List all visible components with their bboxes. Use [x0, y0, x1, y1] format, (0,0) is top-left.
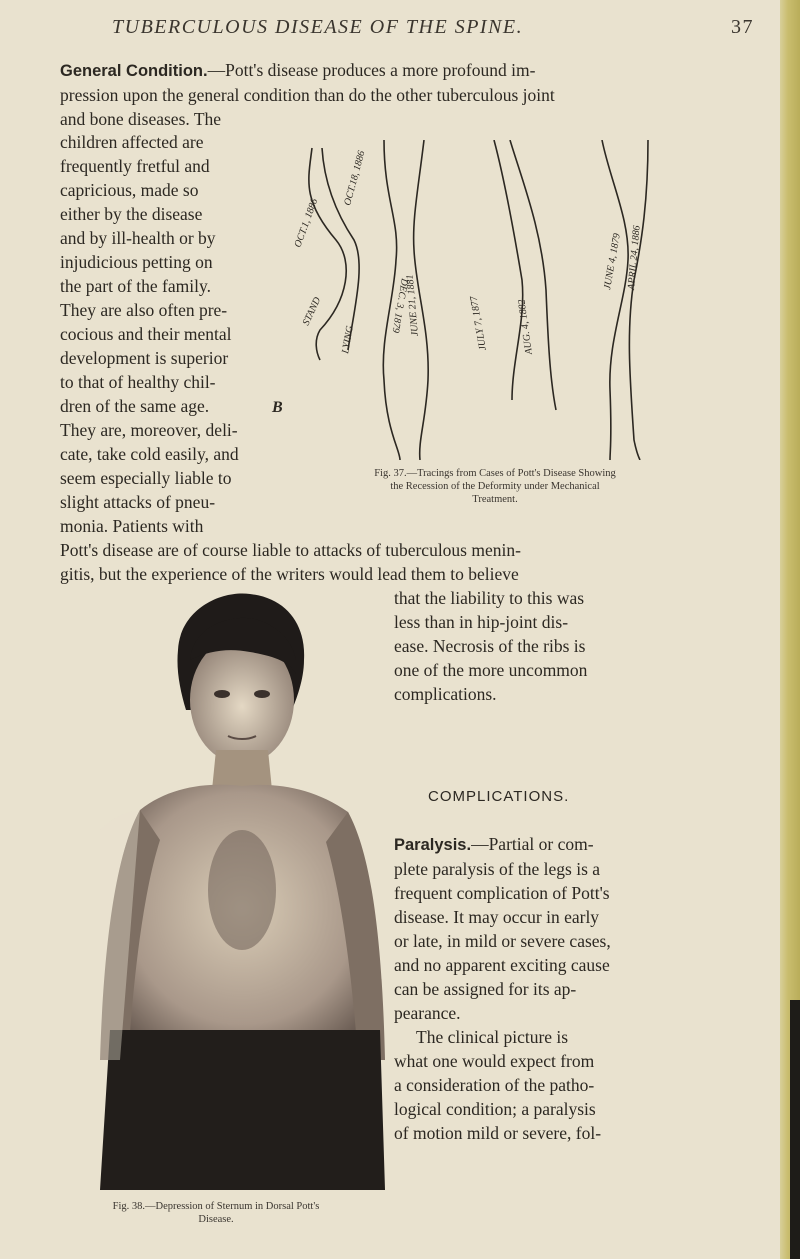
tracing-curve: [510, 140, 556, 410]
continuation-paragraph: [60, 538, 710, 586]
narrow-line: slight attacks of pneu-: [60, 492, 216, 512]
intro-line-1-text: —Pott's disease produces a more profound im-: [207, 60, 536, 80]
right-line: ease. Necrosis of the ribs is: [394, 636, 586, 656]
complications-heading: COMPLICATIONS.: [428, 788, 570, 805]
clinical-line: of motion mild or severe, fol-: [394, 1123, 602, 1143]
narrow-line: seem especially liable to: [60, 468, 232, 488]
clinical-line: a consideration of the patho-: [394, 1075, 595, 1095]
right-line: less than in hip-joint dis-: [394, 612, 569, 632]
fig37-caption-line-2: the Recession of the Deformity under Mechanical: [390, 481, 600, 492]
narrow-line: monia. Patients with: [60, 516, 204, 536]
paralysis-line-1: [394, 832, 710, 857]
fig37-caption: [290, 467, 700, 506]
right-column-1: [394, 586, 710, 706]
section-heading-paralysis: Paralysis.: [394, 836, 472, 854]
tracing-label: OCT.18, 1886: [342, 149, 368, 207]
fig38-caption-line-1: Fig. 38.—Depression of Sternum in Dorsal Pott's: [112, 1201, 320, 1212]
paralysis-line: pearance.: [394, 1003, 461, 1023]
narrow-column: [60, 130, 280, 538]
fig38-caption-line-2: Disease.: [198, 1214, 234, 1225]
narrow-line: the part of the family.: [60, 276, 211, 296]
paralysis-line: or late, in mild or severe cases,: [394, 931, 611, 951]
tracing-label: JULY 7, 1877: [468, 295, 489, 352]
tracing-label: OCT.1, 1886: [292, 197, 321, 250]
tracing-label: JUNE 4, 1879: [602, 232, 623, 291]
narrow-line: cate, take cold easily, and: [60, 444, 239, 464]
tracing-label: STAND: [300, 295, 324, 328]
intro-line-3: and bone diseases. The: [60, 109, 222, 129]
narrow-line: injudicious petting on: [60, 252, 213, 272]
eye-left: [214, 690, 230, 698]
neck-shape: [212, 750, 272, 790]
eye-right: [254, 690, 270, 698]
narrow-line: dren of the same age.: [60, 396, 210, 416]
page-edge-shadow: [790, 1000, 800, 1259]
tracing-curve: [629, 140, 648, 460]
narrow-line: to that of healthy chil-: [60, 372, 216, 392]
paralysis-line: frequent complication of Pott's: [394, 883, 610, 903]
paralysis-line: plete paralysis of the legs is a: [394, 859, 601, 879]
tracing-label: AUG. 4, 1882: [516, 298, 535, 356]
narrow-line: They are also often pre-: [60, 300, 228, 320]
right-line: complications.: [394, 684, 497, 704]
section-heading-general-condition: General Condition.: [60, 62, 208, 80]
intro-line-1: [60, 58, 710, 83]
clinical-line: what one would expect from: [394, 1051, 595, 1071]
fig37-label-b: B: [272, 399, 283, 416]
right-line: that the liability to this was: [394, 588, 585, 608]
narrow-line: children affected are: [60, 132, 204, 152]
tracing-label: LYING: [340, 324, 356, 355]
dark-garment: [100, 1030, 385, 1190]
narrow-line: either by the disease: [60, 204, 203, 224]
fig37-tracings: [250, 140, 670, 460]
narrow-line: They are, moreover, deli-: [60, 420, 238, 440]
running-title: TUBERCULOUS DISEASE OF THE SPINE.: [112, 16, 524, 38]
fig38-caption: [66, 1200, 366, 1226]
tracing-curve: [602, 140, 628, 460]
paralysis-text: —Partial or com-: [471, 834, 594, 854]
narrow-line: frequently fretful and: [60, 156, 210, 176]
tracing-label: APRIL 24, 1886: [626, 225, 643, 291]
clinical-line: The clinical picture is: [416, 1027, 569, 1047]
fig37-caption-line-1: Fig. 37.—Tracings from Cases of Pott's Disease Showing: [374, 468, 616, 479]
narrow-line: and by ill-health or by: [60, 228, 216, 248]
narrow-line: development is superior: [60, 348, 229, 368]
fig37-caption-line-3: Treatment.: [472, 494, 518, 505]
tracing-label: DEC. 3, 1879: [389, 277, 410, 334]
intro-paragraph: [60, 58, 710, 131]
intro-line-2: pression upon the general condition than do the other tuberculous joint: [60, 85, 555, 105]
continuation-line-2: gitis, but the experience of the writers would lead them to believe: [60, 564, 519, 584]
paralysis-line: can be assigned for its ap-: [394, 979, 577, 999]
narrow-line: capricious, made so: [60, 180, 199, 200]
running-header: [112, 16, 754, 39]
narrow-line: cocious and their mental: [60, 324, 232, 344]
page-number: 37: [731, 16, 754, 38]
sternum-depression: [208, 830, 276, 950]
paralysis-line: and no apparent exciting cause: [394, 955, 610, 975]
paralysis-line: disease. It may occur in early: [394, 907, 600, 927]
right-line: one of the more uncommon: [394, 660, 588, 680]
fig38-photograph: [100, 590, 385, 1190]
tracing-curve: [494, 140, 523, 400]
clinical-line: logical condition; a paralysis: [394, 1099, 596, 1119]
right-column-2: [394, 832, 710, 1145]
continuation-line-1: Pott's disease are of course liable to attacks of tuberculous menin-: [60, 540, 521, 560]
tracing-label: JUNE 21, 1881: [404, 274, 421, 337]
